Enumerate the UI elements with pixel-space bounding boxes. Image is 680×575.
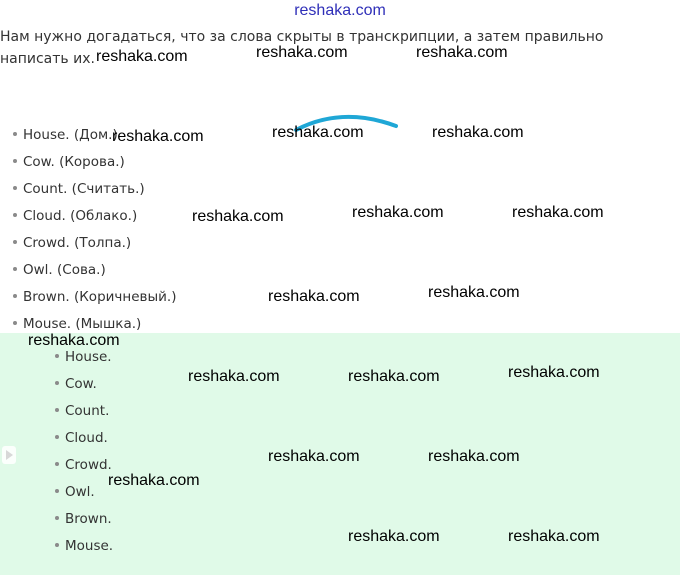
list-item: [13, 230, 176, 257]
list-item: [13, 149, 176, 176]
list-item-text: Cow. (Корова.): [23, 154, 125, 170]
watermark: reshaka.com: [432, 124, 524, 141]
list-item: [55, 479, 113, 506]
bullet-icon: [13, 159, 17, 163]
watermark: reshaka.com: [108, 472, 200, 489]
list-item: [55, 506, 113, 533]
list-item: [55, 371, 113, 398]
watermark: reshaka.com: [28, 332, 120, 349]
watermark: reshaka.com: [428, 448, 520, 465]
watermark: reshaka.com: [96, 48, 188, 65]
bullet-icon: [55, 462, 59, 466]
list-item-text: Brown.: [65, 511, 112, 527]
list-item-text: Count.: [65, 403, 110, 419]
list-item-text: House. (Дом.): [23, 127, 118, 143]
list-item: [13, 257, 176, 284]
list-item: [13, 203, 176, 230]
bullet-icon: [55, 516, 59, 520]
bullet-icon: [55, 381, 59, 385]
list-item: [55, 425, 113, 452]
watermark: reshaka.com: [508, 528, 600, 545]
watermark: reshaka.com: [348, 368, 440, 385]
bullet-icon: [13, 132, 17, 136]
watermark: reshaka.com: [268, 288, 360, 305]
translation-list: [13, 122, 176, 338]
play-icon[interactable]: [2, 446, 16, 464]
watermark: reshaka.com: [512, 204, 604, 221]
watermark: reshaka.com: [416, 44, 508, 61]
watermark: reshaka.com: [352, 204, 444, 221]
list-item-text: Cloud.: [65, 430, 108, 446]
list-item-text: Crowd. (Толпа.): [23, 235, 132, 251]
watermark: reshaka.com: [256, 44, 348, 61]
list-item-text: Owl. (Сова.): [23, 262, 106, 278]
answer-list: [55, 344, 113, 560]
list-item-text: Crowd.: [65, 457, 112, 473]
task-instruction: Нам нужно догадаться, что за слова скрыты в транскрипции, а затем правильно написать их.: [0, 29, 604, 67]
watermark: reshaka.com: [272, 124, 364, 141]
watermark: reshaka.com: [192, 208, 284, 225]
site-header-watermark: reshaka.com: [294, 2, 386, 19]
bullet-icon: [13, 267, 17, 271]
list-item-text: Cloud. (Облако.): [23, 208, 138, 224]
bullet-icon: [55, 354, 59, 358]
bullet-icon: [55, 543, 59, 547]
bullet-icon: [13, 240, 17, 244]
watermark: reshaka.com: [188, 368, 280, 385]
list-item: [13, 284, 176, 311]
list-item-text: Mouse.: [65, 538, 114, 554]
list-item-text: Owl.: [65, 484, 95, 500]
list-item: [55, 398, 113, 425]
bullet-icon: [55, 435, 59, 439]
bullet-icon: [13, 213, 17, 217]
list-item: [13, 176, 176, 203]
list-item-text: House.: [65, 349, 112, 365]
watermark: reshaka.com: [428, 284, 520, 301]
bullet-icon: [13, 321, 17, 325]
bullet-icon: [13, 186, 17, 190]
bullet-icon: [13, 294, 17, 298]
watermark: reshaka.com: [268, 448, 360, 465]
list-item-text: Brown. (Коричневый.): [23, 289, 177, 305]
watermark: reshaka.com: [348, 528, 440, 545]
watermark: reshaka.com: [508, 364, 600, 381]
bullet-icon: [55, 408, 59, 412]
list-item-text: Count. (Считать.): [23, 181, 145, 197]
list-item: [55, 452, 113, 479]
watermark: reshaka.com: [112, 128, 204, 145]
list-item-text: Mouse. (Мышка.): [23, 316, 142, 332]
list-item: [55, 533, 113, 560]
list-item-text: Cow.: [65, 376, 97, 392]
bullet-icon: [55, 489, 59, 493]
